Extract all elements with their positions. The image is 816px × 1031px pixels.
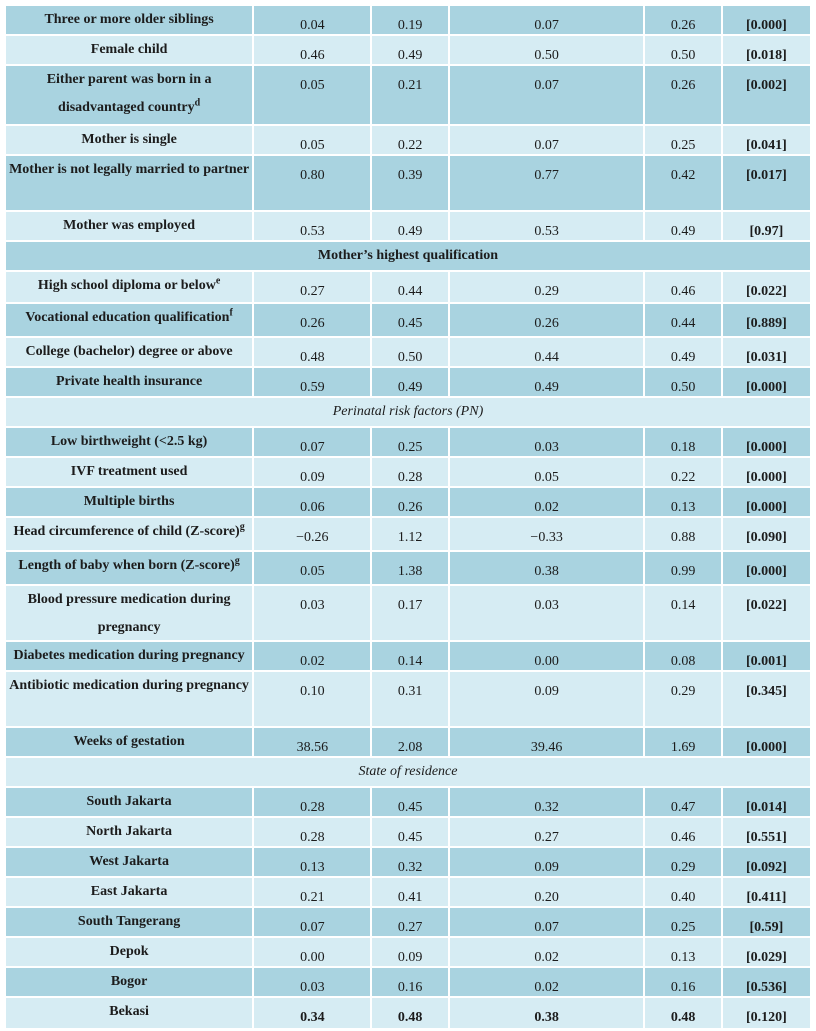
- group2-sd-cell: 0.99: [645, 552, 722, 584]
- group1-mean-cell: 0.04: [254, 6, 372, 34]
- row-label: Blood pressure medication during pregnancy: [6, 586, 254, 640]
- row-label: Weeks of gestation: [6, 728, 254, 756]
- group1-sd-cell: 0.09: [372, 938, 449, 966]
- section-label: Mother’s highest qualification: [6, 242, 810, 270]
- table-row: [6, 488, 810, 518]
- table-row: [6, 368, 810, 398]
- group1-mean-cell: −0.26: [254, 518, 372, 550]
- group2-sd-cell: 0.14: [645, 586, 722, 640]
- group1-sd-cell: 0.17: [372, 586, 449, 640]
- group2-mean-cell: 0.03: [450, 428, 646, 456]
- group1-sd-cell: 0.49: [372, 36, 449, 64]
- row-label: Antibiotic medication during pregnancy: [6, 672, 254, 726]
- table-row: [6, 968, 810, 998]
- row-label: Bekasi: [6, 998, 254, 1028]
- p-value-cell: [0.029]: [723, 938, 810, 966]
- group1-mean-cell: 0.59: [254, 368, 372, 396]
- group2-mean-cell: 0.50: [450, 36, 646, 64]
- group2-mean-cell: 0.07: [450, 66, 646, 124]
- group2-mean-cell: 0.09: [450, 672, 646, 726]
- group2-mean-cell: 0.02: [450, 968, 646, 996]
- row-label: Either parent was born in a disadvantaged country$^d$: [6, 66, 254, 124]
- row-label: Mother is not legally married to partner: [6, 156, 254, 210]
- table-row: [6, 552, 810, 586]
- row-label: Mother is single: [6, 126, 254, 154]
- row-label: Female child: [6, 36, 254, 64]
- group2-sd-cell: 0.29: [645, 848, 722, 876]
- group2-mean-cell: 0.02: [450, 938, 646, 966]
- group2-mean-cell: 0.29: [450, 272, 646, 302]
- group1-sd-cell: 0.50: [372, 338, 449, 366]
- footnote-marker: d: [194, 97, 201, 109]
- group2-sd-cell: 0.18: [645, 428, 722, 456]
- group2-sd-cell: 0.50: [645, 36, 722, 64]
- group1-mean-cell: 0.07: [254, 428, 372, 456]
- group2-mean-cell: 0.20: [450, 878, 646, 906]
- group2-sd-cell: 0.13: [645, 488, 722, 516]
- group1-sd-cell: 0.45: [372, 788, 449, 816]
- p-value-cell: [0.090]: [723, 518, 810, 550]
- group1-sd-cell: 0.14: [372, 642, 449, 670]
- p-value-cell: [0.017]: [723, 156, 810, 210]
- group2-mean-cell: 0.09: [450, 848, 646, 876]
- row-label: IVF treatment used: [6, 458, 254, 486]
- group1-sd-cell: 2.08: [372, 728, 449, 756]
- group1-mean-cell: 0.00: [254, 938, 372, 966]
- group1-sd-cell: 0.21: [372, 66, 449, 124]
- group1-sd-cell: 0.19: [372, 6, 449, 34]
- group1-sd-cell: 0.25: [372, 428, 449, 456]
- group2-sd-cell: 0.13: [645, 938, 722, 966]
- row-label: College (bachelor) degree or above: [6, 338, 254, 366]
- group2-sd-cell: 0.26: [645, 66, 722, 124]
- row-label: Vocational education qualification$^f$: [6, 304, 254, 336]
- table-row: [6, 458, 810, 488]
- group1-mean-cell: 0.10: [254, 672, 372, 726]
- group2-sd-cell: 0.47: [645, 788, 722, 816]
- group2-mean-cell: 0.05: [450, 458, 646, 486]
- p-value-cell: [0.000]: [723, 488, 810, 516]
- table-row: [6, 818, 810, 848]
- footnote-marker: g: [234, 555, 240, 567]
- row-label: Length of baby when born (Z-score)$^g$: [6, 552, 254, 584]
- group1-mean-cell: 0.48: [254, 338, 372, 366]
- table-row: [6, 848, 810, 878]
- group2-mean-cell: 0.00: [450, 642, 646, 670]
- row-label: Three or more older siblings: [6, 6, 254, 34]
- table-row: [6, 788, 810, 818]
- p-value-cell: [0.120]: [723, 998, 810, 1028]
- group2-mean-cell: 0.38: [450, 998, 646, 1028]
- row-label: Mother was employed: [6, 212, 254, 240]
- table-row: [6, 304, 810, 338]
- group2-mean-cell: 0.77: [450, 156, 646, 210]
- group1-mean-cell: 0.80: [254, 156, 372, 210]
- group1-mean-cell: 38.56: [254, 728, 372, 756]
- group2-sd-cell: 0.44: [645, 304, 722, 336]
- table-row: [6, 338, 810, 368]
- p-value-cell: [0.000]: [723, 6, 810, 34]
- group2-mean-cell: 0.49: [450, 368, 646, 396]
- section-header-row: [6, 758, 810, 788]
- section-label: State of residence: [6, 758, 810, 786]
- group2-mean-cell: 0.32: [450, 788, 646, 816]
- table-row: [6, 156, 810, 212]
- table-row: [6, 878, 810, 908]
- table-row: [6, 36, 810, 66]
- group2-mean-cell: 0.02: [450, 488, 646, 516]
- group2-sd-cell: 0.40: [645, 878, 722, 906]
- table-row: [6, 908, 810, 938]
- group2-mean-cell: 0.07: [450, 908, 646, 936]
- group2-mean-cell: 0.53: [450, 212, 646, 240]
- p-value-cell: [0.000]: [723, 552, 810, 584]
- group1-mean-cell: 0.53: [254, 212, 372, 240]
- p-value-cell: [0.002]: [723, 66, 810, 124]
- group2-sd-cell: 0.88: [645, 518, 722, 550]
- row-label: Bogor: [6, 968, 254, 996]
- table-row: [6, 998, 810, 1030]
- group1-sd-cell: 0.49: [372, 212, 449, 240]
- group2-sd-cell: 0.26: [645, 6, 722, 34]
- table-row: [6, 728, 810, 758]
- section-header-row: [6, 398, 810, 428]
- group2-sd-cell: 0.16: [645, 968, 722, 996]
- group1-mean-cell: 0.13: [254, 848, 372, 876]
- group1-mean-cell: 0.46: [254, 36, 372, 64]
- row-label: Private health insurance: [6, 368, 254, 396]
- group2-sd-cell: 0.42: [645, 156, 722, 210]
- group2-sd-cell: 0.50: [645, 368, 722, 396]
- group1-mean-cell: 0.07: [254, 908, 372, 936]
- p-value-cell: [0.000]: [723, 368, 810, 396]
- group2-sd-cell: 0.46: [645, 272, 722, 302]
- group1-mean-cell: 0.03: [254, 586, 372, 640]
- row-label: Low birthweight (<2.5 kg): [6, 428, 254, 456]
- group2-sd-cell: 1.69: [645, 728, 722, 756]
- p-value-cell: [0.000]: [723, 458, 810, 486]
- group2-sd-cell: 0.22: [645, 458, 722, 486]
- group2-sd-cell: 0.46: [645, 818, 722, 846]
- group2-sd-cell: 0.49: [645, 338, 722, 366]
- row-label: South Tangerang: [6, 908, 254, 936]
- p-value-cell: [0.018]: [723, 36, 810, 64]
- group1-mean-cell: 0.05: [254, 126, 372, 154]
- group2-sd-cell: 0.48: [645, 998, 722, 1028]
- group1-sd-cell: 1.12: [372, 518, 449, 550]
- table-row: [6, 6, 810, 36]
- table-row: [6, 938, 810, 968]
- group2-mean-cell: 0.03: [450, 586, 646, 640]
- group1-sd-cell: 0.48: [372, 998, 449, 1028]
- footnote-marker: e: [215, 275, 221, 287]
- p-value-cell: [0.889]: [723, 304, 810, 336]
- group1-sd-cell: 0.39: [372, 156, 449, 210]
- row-label: South Jakarta: [6, 788, 254, 816]
- section-header-row: [6, 242, 810, 272]
- group1-mean-cell: 0.03: [254, 968, 372, 996]
- p-value-cell: [0.59]: [723, 908, 810, 936]
- group1-mean-cell: 0.05: [254, 552, 372, 584]
- table-row: [6, 586, 810, 642]
- p-value-cell: [0.022]: [723, 272, 810, 302]
- p-value-cell: [0.345]: [723, 672, 810, 726]
- table-row: [6, 672, 810, 728]
- group2-mean-cell: −0.33: [450, 518, 646, 550]
- p-value-cell: [0.536]: [723, 968, 810, 996]
- row-label: Depok: [6, 938, 254, 966]
- group1-mean-cell: 0.02: [254, 642, 372, 670]
- data-table: [6, 6, 810, 1030]
- table-row: [6, 66, 810, 126]
- group1-sd-cell: 0.28: [372, 458, 449, 486]
- table-row: [6, 642, 810, 672]
- table-row: [6, 518, 810, 552]
- group1-sd-cell: 0.49: [372, 368, 449, 396]
- group1-mean-cell: 0.09: [254, 458, 372, 486]
- group1-mean-cell: 0.05: [254, 66, 372, 124]
- table-row: [6, 126, 810, 156]
- row-label: North Jakarta: [6, 818, 254, 846]
- p-value-cell: [0.092]: [723, 848, 810, 876]
- group1-sd-cell: 0.41: [372, 878, 449, 906]
- group1-sd-cell: 0.22: [372, 126, 449, 154]
- group1-sd-cell: 1.38: [372, 552, 449, 584]
- group2-mean-cell: 0.44: [450, 338, 646, 366]
- group2-sd-cell: 0.25: [645, 908, 722, 936]
- p-value-cell: [0.000]: [723, 428, 810, 456]
- group1-sd-cell: 0.16: [372, 968, 449, 996]
- group1-mean-cell: 0.27: [254, 272, 372, 302]
- group2-mean-cell: 0.07: [450, 6, 646, 34]
- p-value-cell: [0.022]: [723, 586, 810, 640]
- group1-mean-cell: 0.28: [254, 788, 372, 816]
- group2-sd-cell: 0.08: [645, 642, 722, 670]
- group1-mean-cell: 0.06: [254, 488, 372, 516]
- group2-mean-cell: 0.07: [450, 126, 646, 154]
- p-value-cell: [0.000]: [723, 728, 810, 756]
- row-label: East Jakarta: [6, 878, 254, 906]
- row-label: Head circumference of child (Z-score)$^g$: [6, 518, 254, 550]
- table-row: [6, 428, 810, 458]
- group2-sd-cell: 0.49: [645, 212, 722, 240]
- p-value-cell: [0.031]: [723, 338, 810, 366]
- group1-sd-cell: 0.32: [372, 848, 449, 876]
- group2-mean-cell: 0.26: [450, 304, 646, 336]
- group2-mean-cell: 0.27: [450, 818, 646, 846]
- group1-mean-cell: 0.34: [254, 998, 372, 1028]
- p-value-cell: [0.014]: [723, 788, 810, 816]
- row-label: High school diploma or below$^e$: [6, 272, 254, 302]
- p-value-cell: [0.041]: [723, 126, 810, 154]
- row-label: West Jakarta: [6, 848, 254, 876]
- section-label: Perinatal risk factors (PN): [6, 398, 810, 426]
- p-value-cell: [0.001]: [723, 642, 810, 670]
- row-label: Multiple births: [6, 488, 254, 516]
- table-row: [6, 212, 810, 242]
- p-value-cell: [0.97]: [723, 212, 810, 240]
- footnote-marker: f: [229, 307, 233, 319]
- group1-mean-cell: 0.21: [254, 878, 372, 906]
- group1-sd-cell: 0.45: [372, 818, 449, 846]
- p-value-cell: [0.551]: [723, 818, 810, 846]
- row-label: Diabetes medication during pregnancy: [6, 642, 254, 670]
- p-value-cell: [0.411]: [723, 878, 810, 906]
- group2-mean-cell: 0.38: [450, 552, 646, 584]
- group1-mean-cell: 0.28: [254, 818, 372, 846]
- group1-sd-cell: 0.45: [372, 304, 449, 336]
- group1-sd-cell: 0.44: [372, 272, 449, 302]
- table-row: [6, 272, 810, 304]
- group1-sd-cell: 0.26: [372, 488, 449, 516]
- group1-mean-cell: 0.26: [254, 304, 372, 336]
- group2-sd-cell: 0.25: [645, 126, 722, 154]
- footnote-marker: g: [239, 521, 245, 533]
- group2-mean-cell: 39.46: [450, 728, 646, 756]
- group1-sd-cell: 0.31: [372, 672, 449, 726]
- group1-sd-cell: 0.27: [372, 908, 449, 936]
- group2-sd-cell: 0.29: [645, 672, 722, 726]
